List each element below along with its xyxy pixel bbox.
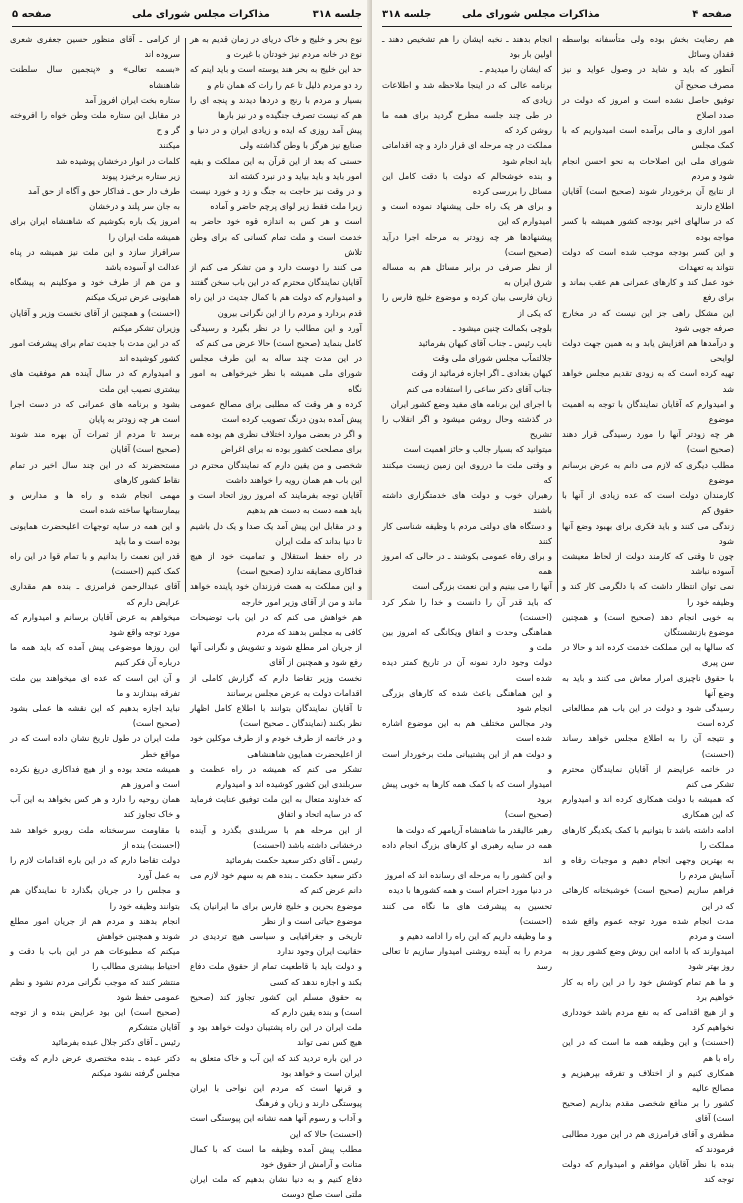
left-page-header bbox=[12, 6, 362, 27]
text-line: در طی چند جلسه مطرح گردید برای همه ما روشن کرد که bbox=[382, 110, 552, 136]
text-line: تهیه کرده است که به زودی تقدیم مجلس خواهد شد bbox=[562, 368, 734, 394]
text-line: و دولت باید با قاطعیت تمام از حقوق ملت دفاع بکند و اجازه ندهد که کسی bbox=[190, 961, 362, 987]
right-page-title: مذاکرات مجلس شورای ملی bbox=[462, 9, 600, 20]
right-page bbox=[372, 0, 743, 1185]
text-line: در دنیا مورد احترام است و همه کشورها با دیده bbox=[388, 885, 552, 896]
text-line: برسد تا مردم از ثمرات آن بهره مند شوند (صحیح است) آقایان bbox=[10, 429, 180, 455]
text-line: و در مقابل این پیش آمد یک صدا و یک دل باشیم تا دنیا بداند که ملت ایران bbox=[190, 520, 362, 546]
left-page-column-right bbox=[190, 32, 362, 1200]
text-line: کارمندان دولت است که عده زیادی از آنها با حقوق کم bbox=[562, 490, 734, 516]
text-line: که باید قدر آن را دانست و خدا را شکر کرد (احسنت) bbox=[382, 596, 552, 622]
text-line: امیدوارند که با ادامه این روش وضع کشور روز به روز بهتر شود bbox=[562, 946, 734, 972]
left-page bbox=[0, 0, 372, 1200]
column-divider bbox=[557, 38, 558, 592]
text-line: این مشکل راهی جز این نیست که در مخارج صرفه جویی شود bbox=[562, 307, 734, 333]
text-line: ملت ایران در این راه پشتیبان دولت خواهد بود و هیچ کس نمی تواند bbox=[190, 1022, 362, 1048]
text-line: و مجلس را در جریان بگذارد تا نمایندگان هم بتوانند وظیفه خود را bbox=[10, 885, 180, 911]
text-line: و آن این است که عده ای میخواهند بین ملت تفرقه بیندازند و ما bbox=[10, 672, 180, 698]
text-line: امروز یک باره بکوشیم که شاهنشاه ایران برای همیشه ملت ایران را bbox=[10, 216, 180, 242]
text-line: در این مدت چند ساله به این طرف مجلس شورای ملی همیشه با نظر خیرخواهی به امور نگاه bbox=[190, 353, 362, 394]
text-line: کیهان بغدادی ـ اگر اجازه فرمائید از وقت bbox=[411, 368, 552, 379]
text-line: کرده و هر وقت که مطلبی برای مصالح عمومی پیش آمده بدون درنگ تصویب کرده است bbox=[190, 398, 362, 425]
text-line: همه در سایه رهبری او کارهای بزرگ انجام داده اند bbox=[382, 839, 552, 865]
text-line: و دولت هم از این پشتیبانی ملت برخوردار است و bbox=[382, 748, 552, 774]
text-line: از نتایج آن برخوردار شوند (صحیح است) آقایان اطلاع دارند bbox=[562, 186, 734, 212]
text-line: نایب رئیس ـ جناب آقای کیهان بفرمائید bbox=[418, 338, 552, 349]
text-line: و در خاتمه از طرف خودم و از طرف موکلین خود از اعلیحضرت همایون شاهنشاهی bbox=[190, 733, 362, 759]
left-page-number: صفحه ۵ bbox=[12, 9, 52, 20]
text-line: هم خواهش می کنم که در این باب توضیحات کافی به مجلس بدهند که مردم bbox=[190, 611, 362, 637]
text-line: میکنم که مطبوعات هم در این باب با دقت و احتیاط بیشتری مطالب را bbox=[10, 946, 180, 972]
text-line: رسیدگی شود و دولت در این باب هم مطالعاتی کرده است bbox=[562, 702, 734, 729]
text-line: رئیس ـ آقای دکتر سعید حکمت بفرمائید bbox=[225, 854, 362, 865]
text-line: «بسمه تعالی» و «پنجمین سال سلطنت شاهنشاه bbox=[10, 64, 180, 90]
text-line: چون تا وقتی که کارمند دولت از لحاظ معیشت آسوده نباشد bbox=[562, 550, 734, 577]
left-page-column-left bbox=[10, 32, 180, 1078]
text-line: و امیدوارم که در سال آینده هم موفقیت های بیشتری نصیب این ملت bbox=[10, 368, 180, 394]
text-line: بشود و برنامه های عمرانی که در دست اجرا است هر چه زودتر به پایان bbox=[10, 398, 180, 425]
text-line: منتشر کنند که موجب نگرانی مردم نشود و نظم عمومی حفظ شود bbox=[10, 976, 180, 1002]
text-line: هر چه زودتر آنها را مورد رسیدگی قرار دهند (صحیح است) bbox=[562, 429, 734, 455]
text-line: توفیق حاصل نشده است و امروز که دولت در صدد اصلاح bbox=[562, 94, 734, 121]
text-line: است و هر کس به اندازه قوه خود حاضر به خدمت است و ملت تمام کسانی که برای وطن تلاش bbox=[190, 216, 362, 257]
text-line: رئیس ـ آقای دکتر جلال عبده بفرمائید bbox=[51, 1037, 180, 1048]
text-line: مطلب پیش آمده وظیفه ما است که با کمال متانت و آرامش از حقوق خود bbox=[190, 1143, 362, 1170]
text-line: رهبران خوب و دولت های خدمتگزاری داشته باشند bbox=[382, 490, 552, 516]
text-line: موضوع بحرین و خلیج فارس برای ما ایرانیان یک موضوع حیاتی است و از نظر bbox=[190, 900, 362, 926]
text-line: مردم را به آینده روشنی امیدوار سازیم تا تعالی رسد bbox=[382, 946, 552, 972]
text-line: مطلب دیگری که لازم می دانم به عرض برسانم موضوع bbox=[562, 459, 734, 485]
text-line: با حقوق ناچیزی امرار معاش می کنند و باید به وضع آنها bbox=[562, 672, 734, 698]
text-line: رهبر عالیقدر ما شاهنشاه آریامهر که دولت ها bbox=[396, 824, 552, 835]
text-line: در مقابل این ستاره ملت وطن خواه را افروخته گر و ح bbox=[10, 110, 180, 136]
text-line: فراهم سازیم (صحیح است) خوشبختانه کارهائی که در این bbox=[562, 885, 734, 911]
text-line: در راه حفظ استقلال و تمامیت خود از هیچ فداکاری مضایقه ندارد (صحیح است) bbox=[190, 550, 362, 577]
text-line: و این کسر بودجه موجب شده است که دولت نتواند به تعهدات bbox=[562, 246, 734, 273]
text-line: در این باره تردید کند که این آب و خاک متعلق به ایران است و خواهد بود bbox=[190, 1052, 362, 1078]
text-line: آنها را می بینیم و این نعمت بزرگی است bbox=[412, 581, 552, 592]
text-line: با مقاومت سرسختانه ملت روبرو خواهد شد (احسنت) بنده از bbox=[10, 824, 180, 850]
text-line: جناب آقای دکتر ساعی را استفاده می کنم bbox=[406, 383, 552, 394]
text-line: به حقوق مسلم این کشور تجاوز کند (صحیح است) و بنده یقین دارم که bbox=[190, 991, 362, 1017]
text-line: همان روحیه را دارد و هر کس بخواهد به این آب و خاک تجاوز کند bbox=[10, 794, 180, 820]
text-line: بلوچی بکمالت چنین میشود ـ bbox=[453, 322, 552, 333]
text-line: کلمات در انوار درخشان پوشیده شد bbox=[55, 155, 180, 166]
text-line: و این هماهنگی باعث شده که کارهای بزرگی انجام شود bbox=[382, 687, 552, 713]
text-line: و آداب و رسوم آنها همه نشانه این پیوستگی است (احسنت) حالا که این bbox=[190, 1113, 362, 1139]
text-line: پیشنهادها هر چه زودتر به مرحله اجرا درآید (صحیح است) bbox=[382, 231, 552, 257]
text-line: که ایشان را میدیدم ـ bbox=[479, 64, 552, 75]
text-line: دکتر عبده ـ بنده مختصری عرض دارم که وقت مجلس گرفته نشود میکنم bbox=[10, 1052, 180, 1078]
text-line: و امیدوارم که دولت هم با کمال جدیت در این راه قدم بردارد و مردم را از این نگرانی بیرون bbox=[190, 292, 362, 318]
text-line: هم رضایت بخش بوده ولی متأسفانه بواسطه فقدان وسائل bbox=[562, 34, 734, 60]
right-page-column-right bbox=[562, 32, 734, 1185]
text-line: (صحیح است) bbox=[504, 809, 552, 820]
right-page-header bbox=[382, 6, 732, 27]
text-line: شخصی و من یقین دارم که نمایندگان محترم در این باب هم همان رویه را خواهند داشت bbox=[190, 459, 362, 485]
text-line: ملت ایران در طول تاریخ نشان داده است که در مواقع خطر bbox=[10, 733, 180, 759]
text-line: و از هیچ اقدامی که به نفع مردم باشد خودداری نخواهیم کرد bbox=[562, 1007, 734, 1033]
text-line: مدت انجام شده مورد توجه عموم واقع شده است و مردم bbox=[562, 915, 734, 941]
text-line: بنده با نظر آقایان موافقم و امیدوارم که دولت توجه کند bbox=[562, 1159, 734, 1185]
text-line: تا آقایان نمایندگان بتوانند با اطلاع کامل اظهار نظر بکنند (نمایندگان ـ صحیح است) bbox=[190, 702, 362, 729]
text-line: آورد و این مطالب را در نظر بگیرد و رسیدگی کامل بنماید (صحیح است) حالا عرض می کنم که bbox=[190, 322, 362, 349]
text-line: زیر ستاره برخیزد پیوند bbox=[101, 170, 180, 181]
text-line: نباید اجازه بدهیم که این نقشه ها عملی بشود (صحیح است) bbox=[10, 702, 180, 729]
text-line: و ما هم تمام کوشش خود را در این راه به کار خواهیم برد bbox=[562, 976, 734, 1002]
text-line: طرف دار حق ـ فداکار حق و آگاه از حق آمد bbox=[28, 186, 180, 197]
text-line: هماهنگی وحدت و اتفاق ویکانگی که امروز بین ملت و bbox=[382, 626, 552, 653]
text-line: تشکر می کنم که همیشه در راه عظمت و سربلندی این کشور کوشیده اند و امیدوارم bbox=[190, 763, 362, 789]
text-line: سرافراز سازد و این ملت نیز همیشه در پناه عدالت او آسوده باشد bbox=[10, 246, 180, 273]
text-line: میکنند bbox=[158, 140, 180, 151]
left-page-title: مذاکرات مجلس شورای ملی bbox=[132, 9, 270, 20]
text-line: و برای رفاه عمومی بکوشند ـ در حالی که امروز همه bbox=[382, 550, 552, 577]
text-line: دولت تقاضا دارم که در این باره اقدامات لازم را به عمل آورد bbox=[10, 854, 180, 881]
right-page-number: صفحه ۴ bbox=[692, 9, 732, 20]
text-line: (احسنت) و این وظیفه همه ما است که در این راه با هم bbox=[562, 1037, 734, 1063]
text-line: و نتیجه آن را به اطلاع مجلس خواهد رساند (احسنت) bbox=[562, 733, 734, 759]
text-line: به بهترین وجهی انجام دهیم و موجبات رفاه و آسایش مردم را bbox=[562, 854, 734, 881]
text-line: با اجرای این برنامه های مفید وضع کشور ایران bbox=[390, 398, 552, 409]
text-line: دکتر سعید حکمت ـ بنده هم به سهم خود لازم می دانم عرض کنم که bbox=[190, 870, 362, 896]
text-line: و درآمدها هم افزایش یابد و به همین جهت دولت لوایحی bbox=[562, 338, 734, 364]
text-line: و در وقت نیز حاجت به جنگ و زد و خورد نیست زیرا ملت فقط زیر لوای پرچم حاضر و آماده bbox=[190, 186, 362, 212]
text-line: میتوانید که بسیار جالب و حائز اهمیت است bbox=[403, 444, 552, 455]
text-line: و امیدوارم که آقایان نمایندگان با توجه به اهمیت موضوع bbox=[562, 398, 734, 425]
right-page-session: جلسه ۳۱۸ bbox=[382, 9, 432, 20]
text-line: امیدوار است که با کمک همه کارها به خوبی پیش برود bbox=[382, 778, 552, 805]
text-line: خود عمل کند و کارهای عمرانی هم عقب بماند و برای رفع bbox=[562, 277, 734, 303]
text-line: نخست وزیر تقاضا دارم که گزارش کاملی از اقدامات دولت به عرض مجلس برسانند bbox=[190, 672, 362, 698]
text-line: انجام بدهند و مردم هم از جریان امور مطلع شوند و همچنین خواهش bbox=[10, 915, 180, 941]
text-line: از این مرحله هم با سربلندی بگذرد و آینده درخشانی داشته باشد (احسنت) bbox=[190, 824, 362, 850]
text-line: در خاتمه عرایضم از آقایان نمایندگان محترم تشکر می کنم bbox=[562, 763, 734, 789]
right-page-column-left bbox=[382, 32, 552, 972]
text-line: ادامه داشته باشد تا بتوانیم با کمک یکدیگر کارهای مملکت را bbox=[562, 824, 734, 850]
text-line: ودر مجالس مختلف هم به این موضوع اشاره شده است bbox=[382, 718, 552, 744]
text-line: جلالتمآب مجلس شورای ملی وقت bbox=[432, 353, 552, 364]
text-line: کشور را بر منافع شخصی مقدم بداریم (صحیح است) آقای bbox=[562, 1098, 734, 1124]
text-line: و قرنها است که مردم این نواحی با ایران پیوستگی دارند و زبان و فرهنگ bbox=[190, 1083, 362, 1109]
text-line: به جان سر پلند و درخشان bbox=[89, 201, 180, 212]
text-line: که در این مدت با جدیت تمام برای پیشرفت امور کشور کوشیده اند bbox=[10, 338, 180, 364]
text-line: و اگر در بعضی موارد اختلاف نظری هم بوده همه برای مصلحت کشور بوده نه برای اغراض bbox=[190, 429, 362, 455]
text-line: برنامه عالی که در اینجا ملاحظه شد و اطلاعات زیادی که bbox=[382, 79, 552, 105]
text-line: امور اداری و مالی برآمده است امیدواریم که با کمک مجلس bbox=[562, 125, 734, 151]
text-line: از جریان امر مطلع شوند و تشویش و نگرانی آنها رفع شود و همچنین از آقای bbox=[190, 642, 362, 668]
left-page-session: جلسه ۳۱۸ bbox=[312, 9, 362, 20]
text-line: و این همه در سایه توجهات اعلیحضرت همایونی بوده است و ما باید bbox=[10, 520, 180, 546]
text-line: می کنند را دوست دارد و من تشکر می کنم از آقایان نمایندگان محترم که در این باب سخن گفتند bbox=[190, 262, 362, 288]
text-line: دفاع کنیم و به دنیا نشان بدهیم که ملت ایران ملتی است صلح دوست bbox=[190, 1174, 362, 1200]
text-line: که در سالهای اخیر بودجه کشور همیشه با کسر مواجه بوده bbox=[562, 216, 734, 242]
text-line: آقای عبدالرحمن فرامرزی ـ بنده هم مقداری عرایض دارم که bbox=[10, 581, 180, 607]
text-line: و بنده خوشحالم که دولت با دقت کامل این مسائل را بررسی کرده bbox=[382, 170, 552, 197]
text-line: به خوبی انجام دهد (صحیح است) و همچنین موضوع بازنشستگان bbox=[562, 611, 734, 637]
text-line: آنطور که باید و شاید در وصول عواید و نیز مصرف صحیح آن bbox=[562, 64, 734, 90]
text-line: انجام بدهند ـ نخبه ایشان را هم تشخیص دهند ـ اولین بار بود bbox=[382, 34, 552, 60]
text-line: حسنی که بعد از این قرآن به این مملکت و بقیه امور باید و باید بیاید و در نبرد کشته اند bbox=[190, 155, 362, 181]
text-line: و وقتی ملت ما درروی این زمین زیست میکنند که bbox=[382, 459, 552, 485]
text-line: زندگی می کنند و باید فکری برای بهبود وضع آنها شود bbox=[562, 520, 734, 546]
text-line: مظفری و آقای فرامرزی هم در این مورد مطالبی فرمودند که bbox=[562, 1128, 734, 1154]
text-line: دولت وجود دارد نمونه آن در تاریخ کمتر دیده شده است bbox=[382, 657, 552, 683]
text-line: که همیشه با دولت همکاری کرده اند و امیدوارم که این همکاری bbox=[562, 794, 734, 820]
text-line: همکاری کنیم و از اختلاف و تفرقه بپرهیزیم و مصالح عالیه bbox=[562, 1067, 734, 1094]
text-line: بسیار و مردم با رنج و دردها دیدند و پنجه ای را هم که نیست تصرف جنگیده و در نیز بارها bbox=[190, 94, 362, 121]
text-line: و دستگاه های دولتی مردم با وظیفه شناسی کار کنند bbox=[382, 520, 552, 546]
text-line: و این مملکت به همت فرزندان خود پاینده خواهد ماند و من از آقای وزیر امور خارجه bbox=[190, 581, 362, 607]
text-line: در گذشته وحال روشن میشود و اگر انقلاب را تشریح bbox=[382, 414, 552, 440]
text-line: همیشه متحد بوده و از هیچ فداکاری دریغ نکرده است و امروز هم bbox=[10, 763, 180, 789]
text-line: شورای ملی این اصلاحات به نحو احسن انجام شود و مردم bbox=[562, 155, 734, 181]
text-line: زبان فارسی بیان کرده و موضوع خلیج فارس را که یکی از bbox=[382, 292, 552, 318]
text-line: میخواهم به عرض آقایان برسانم و امیدوارم که مورد توجه واقع شود bbox=[10, 611, 180, 637]
text-line: که خداوند متعال به این ملت توفیق عنایت فرماید که در سایه اتحاد و اتفاق bbox=[190, 794, 362, 820]
text-line: آقایان توجه بفرمایند که امروز روز اتحاد است و باید همه دست به دست هم بدهیم bbox=[190, 490, 362, 516]
text-line: که سالها به این مملکت خدمت کرده اند و حالا در سن پیری bbox=[562, 642, 734, 668]
text-line: (صحیح است) این بود عرایض بنده و از توجه آقایان متشکرم bbox=[10, 1007, 180, 1033]
text-line: حد این خلیج به بحر هند یوسته است و باید اینم که رد دو مردم ذلیل تا عم را رات که همان نام و bbox=[190, 64, 362, 90]
text-line: و این کشور را به مرحله ای رسانده اند که امروز bbox=[385, 870, 552, 881]
text-line: مهمی انجام شده و راه ها و مدارس و بیمارستانها ساخته شده است bbox=[10, 490, 180, 516]
text-line: مستحضرند که در این چند سال اخیر در تمام نقاط کشور کارهای bbox=[10, 459, 180, 485]
text-line: این روزها موضوعی پیش آمده که باید همه ما درباره آن فکر کنیم bbox=[10, 642, 180, 668]
text-line: مملکت در چه مرحله ای قرار دارد و چه اقداماتی باید انجام شود bbox=[382, 140, 552, 166]
text-line: از کرامی ـ آقای منظور حسین جعفری شعری سروده اند bbox=[10, 34, 180, 60]
text-line: ستاره بخت ایران افروز آمد bbox=[84, 94, 180, 105]
text-line: پیش آمد روزی که ایده و زیادی ایران و در دنیا و صنایع نیز هرگز با وطن گذاشته ولی bbox=[190, 125, 362, 151]
text-line: از نظر صرفی در برابر مسائل هم به مساله شرق ایران به bbox=[382, 262, 552, 288]
text-line: و ما وظیفه داریم که این راه را ادامه دهیم و bbox=[400, 930, 552, 941]
text-line: تحسین به پیشرفت های ما نگاه می کنند (احسنت) bbox=[382, 900, 552, 926]
text-line: نوع بحر و خلیج و خاک دریای در زمان قدیم به هر نوع در خانه مردم نیز خودتان با غیرت و bbox=[190, 34, 362, 60]
column-divider bbox=[185, 38, 186, 592]
text-line: تاریخی و جغرافیایی و سیاسی هیچ تردیدی در حقانیت ایران وجود ندارد bbox=[190, 930, 362, 957]
text-line: (احسنت) و همچنین از آقای نخست وزیر و آقایان وزیران تشکر میکنم bbox=[10, 307, 180, 333]
text-line: و من هم از طرف خود و موکلینم به پیشگاه همایونی عرض تبریک میکنم bbox=[10, 277, 180, 303]
text-line: قدر این نعمت را بدانیم و با تمام قوا در این راه کمک کنیم (احسنت) bbox=[10, 550, 180, 577]
text-line: و برای هر یک راه حلی پیشنهاد نموده است و امیدوارم که این bbox=[382, 201, 552, 227]
text-line: نمی توان انتظار داشت که با دلگرمی کار کند و وظیفه خود را bbox=[562, 581, 734, 607]
